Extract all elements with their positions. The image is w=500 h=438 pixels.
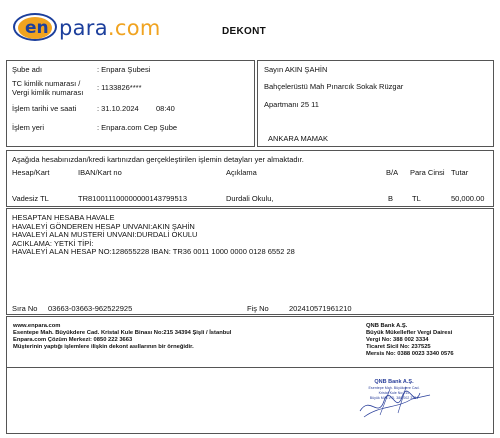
row-account: Vadesiz TL	[12, 194, 49, 203]
recipient-address-box	[257, 60, 494, 147]
details-text	[12, 214, 295, 257]
footer-box	[6, 316, 494, 368]
branch-label: Şube adı	[12, 65, 43, 74]
footer-website: www.enpara.com	[13, 323, 61, 329]
row-description: Durdali Okulu,	[226, 194, 274, 203]
row-ba: B	[388, 194, 394, 203]
row-amount: 50,000.00	[451, 194, 485, 203]
footer-mersis: Mersis No: 0388 0023 3340 0576	[366, 351, 454, 357]
branch-value: : Enpara Şubesi	[97, 65, 151, 74]
logo-en-text: en	[25, 18, 49, 38]
recipient-address-line-1: Bahçelerüstü Mah Pınarcık Sokak Rüzgar	[264, 82, 404, 91]
recipient-address-line-2: Apartmanı 25 11	[264, 100, 319, 109]
id-label-2: Vergi kimlik numarası	[12, 88, 84, 97]
sender-info-box	[6, 60, 255, 147]
header-ba: B/A	[386, 168, 399, 177]
logo-brand-word: para	[59, 16, 108, 40]
id-label-1: TC kimlik numarası /	[12, 79, 81, 88]
footer-support: Enpara.com Çözüm Merkezi: 0850 222 3663	[13, 337, 133, 343]
stamp-line-1: QNB Bank A.Ş.	[374, 379, 414, 385]
transaction-intro: Aşağıda hesabınızdan/kredi kartınızdan gerçekleştirilen işlemin detayları yer almaktadır.	[12, 155, 304, 164]
logo-dot-com: .com	[107, 16, 161, 40]
footer-right	[366, 323, 454, 358]
details-line-5: HAVALEYİ ALAN HESAP NO:128655228 IBAN: TR36 0011 1000 0000 0128 6552 28	[12, 247, 295, 256]
details-line-2: HAVALEYİ GÖNDEREN HESAP UNVANI:AKIN ŞAHİN	[12, 221, 195, 231]
receipt-label: Fiş No	[247, 304, 269, 313]
time-value: 08:40	[156, 104, 175, 113]
header-iban: IBAN/Kart no	[78, 168, 122, 177]
footer-left	[13, 323, 231, 351]
footer-tax-number: Vergi No: 388 002 3334	[366, 337, 429, 343]
sequence-value: 03663-03663-962522925	[48, 304, 133, 313]
header-currency: Para Cinsi	[410, 168, 445, 177]
footer-address: Esentepe Mah. Büyükdere Cad. Kristal Kule Binası No:215 34394 Şişli / İstanbul	[13, 330, 232, 336]
recipient-city: ANKARA MAMAK	[268, 134, 329, 143]
details-line-4: ACIKLAMA: YETKİ TİPİ:	[12, 238, 94, 248]
document-title: DEKONT	[222, 26, 267, 37]
sequence-label: Sıra No	[12, 304, 38, 313]
date-label: İşlem tarihi ve saati	[12, 104, 77, 113]
stamp-line-4: Büyük Mük.V.D. 388 002 3334	[369, 396, 419, 400]
transaction-box	[6, 150, 494, 207]
stamp-line-3: Kristal Kule No:215	[378, 391, 410, 395]
id-value: : 1133826****	[97, 83, 142, 92]
logo-mark	[13, 13, 57, 41]
footer-note: Müşterinin yaptığı işlemlere ilişkin dekont asıllarının bir örneğidir.	[13, 344, 194, 350]
place-value: : Enpara.com Cep Şube	[97, 123, 178, 132]
footer-bank-name: QNB Bank A.Ş.	[366, 323, 408, 329]
header-account: Hesap/Kart	[12, 168, 50, 177]
logo-brand-text	[59, 17, 161, 39]
stamp-line-2: Esentepe Mah. Büyükdere Cad.	[368, 386, 420, 390]
header-amount: Tutar	[451, 168, 469, 177]
details-box	[6, 208, 494, 315]
details-line-1: HESAPTAN HESABA HAVALE	[12, 213, 115, 222]
header-description: Açıklama	[226, 168, 257, 177]
date-value: : 31.10.2024	[97, 104, 139, 113]
bank-stamp-and-signature	[350, 375, 440, 421]
footer-tax-office: Büyük Mükellefler Vergi Dairesi	[366, 330, 453, 336]
recipient-name: Sayın AKIN ŞAHİN	[264, 65, 328, 74]
receipt-value: 202410571961210	[289, 304, 352, 313]
place-label: İşlem yeri	[12, 123, 45, 132]
row-currency: TL	[412, 194, 421, 203]
details-line-3: HAVALEYİ ALAN MUSTERİ UNVANI:DURDALİ OKULU	[12, 230, 198, 239]
row-iban: TR810011100000000143799513	[78, 194, 187, 203]
footer-trade-registry: Ticaret Sicil No: 237525	[366, 344, 431, 350]
